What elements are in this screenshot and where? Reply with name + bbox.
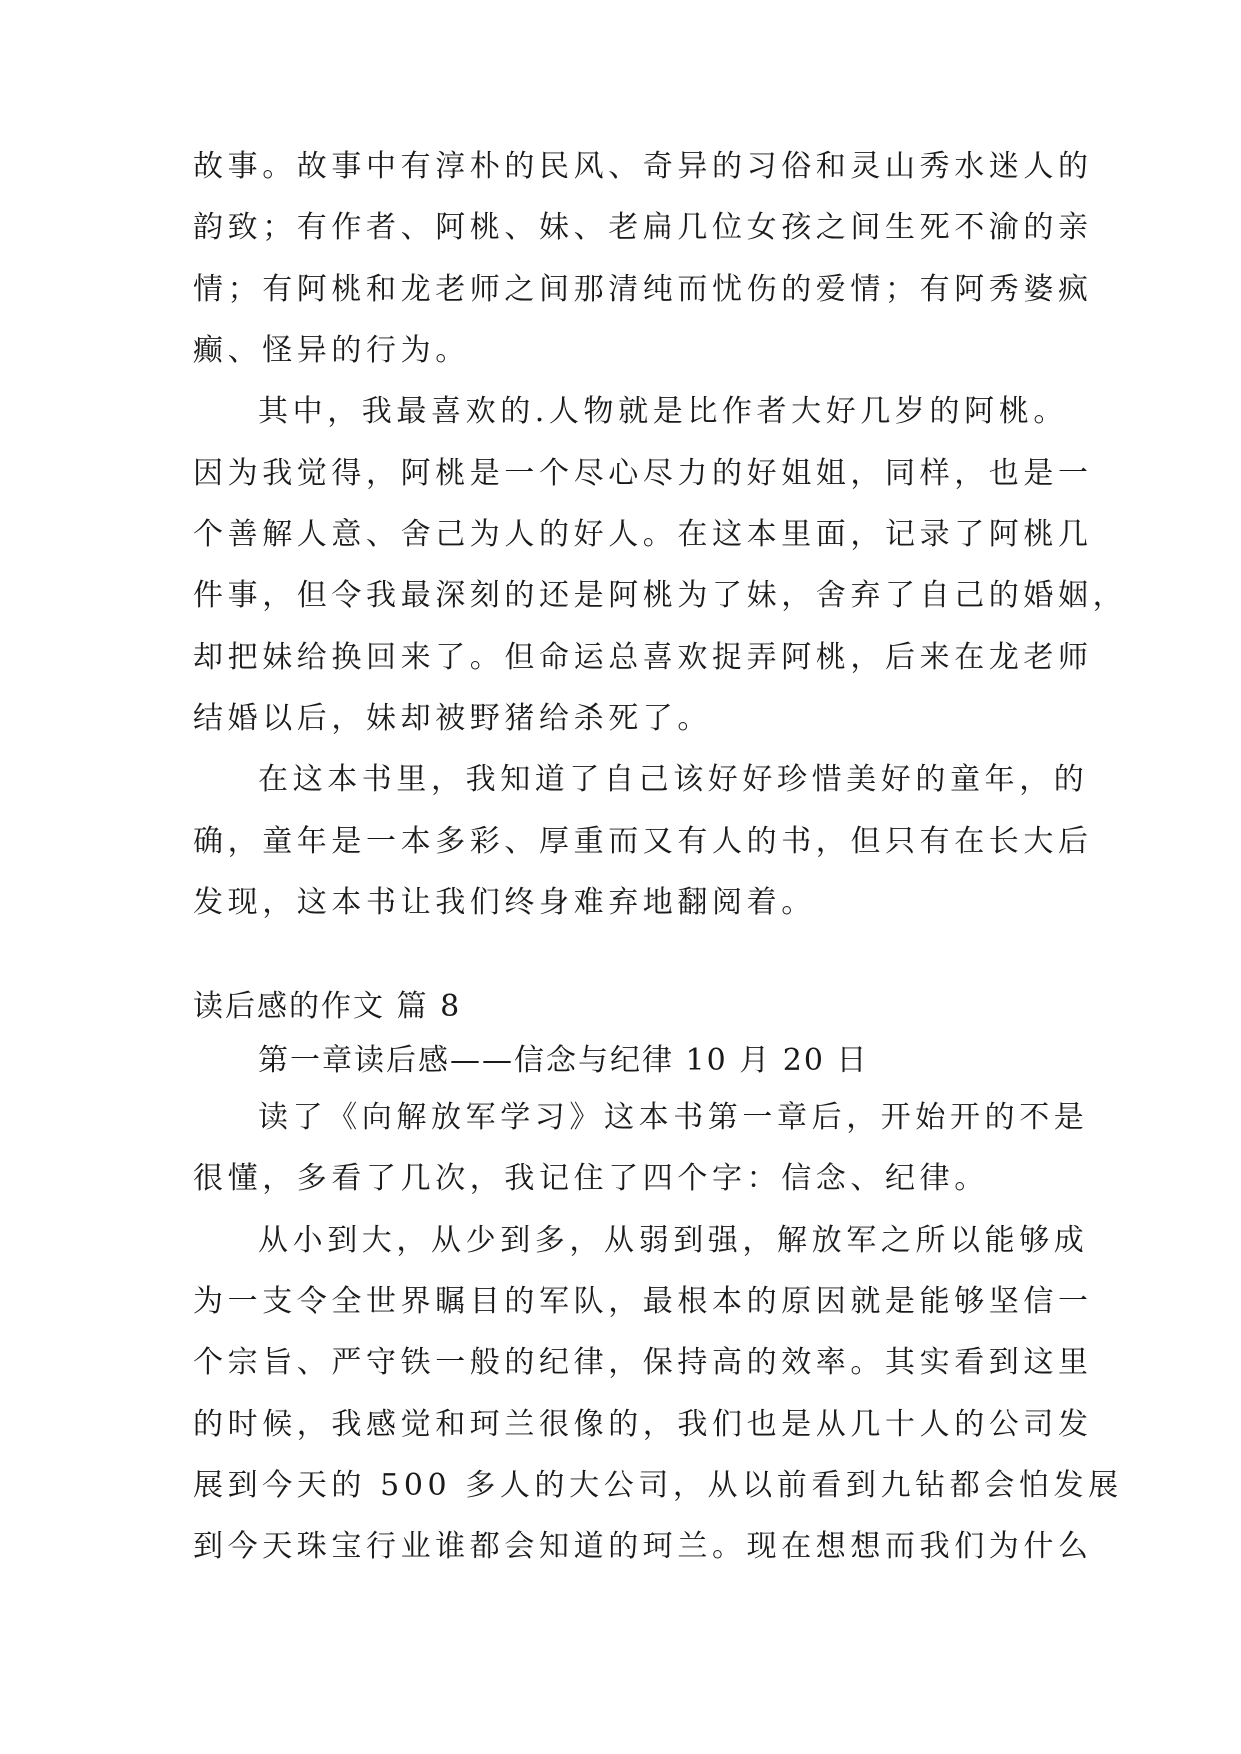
section-title: 读后感的作文 篇 8 — [193, 989, 462, 1024]
paragraph-line: 确，童年是一本多彩、厚重而又有人的书，但只有在长大后 — [193, 824, 1093, 859]
paragraph-line: 因为我觉得，阿桃是一个尽心尽力的好姐姐，同样，也是一 — [193, 456, 1093, 491]
paragraph-line: 在这本书里，我知道了自己该好好珍惜美好的童年，的 — [258, 762, 1089, 797]
paragraph-line: 故事。故事中有淳朴的民风、奇异的习俗和灵山秀水迷人的 — [193, 149, 1093, 184]
paragraph-line: 件事，但令我最深刻的还是阿桃为了妹，舍弃了自己的婚姻， — [193, 578, 1128, 613]
paragraph-line: 到今天珠宝行业谁都会知道的珂兰。现在想想而我们为什么 — [193, 1529, 1093, 1564]
paragraph-line: 发现，这本书让我们终身难弃地翻阅着。 — [193, 885, 816, 920]
paragraph-line: 从小到大，从少到多，从弱到强，解放军之所以能够成 — [258, 1223, 1089, 1258]
paragraph-line: 个宗旨、严守铁一般的纪律，保持高的效率。其实看到这里 — [193, 1345, 1093, 1380]
paragraph-line: 为一支令全世界瞩目的军队，最根本的原因就是能够坚信一 — [193, 1284, 1093, 1319]
paragraph-line: 癫、怪异的行为。 — [193, 333, 470, 368]
paragraph-line: 情；有阿桃和龙老师之间那清纯而忧伤的爱情；有阿秀婆疯 — [193, 272, 1093, 307]
paragraph-line: 的时候，我感觉和珂兰很像的，我们也是从几十人的公司发 — [193, 1407, 1093, 1442]
paragraph-line: 读了《向解放军学习》这本书第一章后，开始开的不是 — [258, 1100, 1089, 1135]
paragraph-line: 却把妹给换回来了。但命运总喜欢捉弄阿桃，后来在龙老师 — [193, 640, 1093, 675]
paragraph-line: 结婚以后，妹却被野猪给杀死了。 — [193, 701, 712, 736]
paragraph-line: 很懂，多看了几次，我记住了四个字：信念、纪律。 — [193, 1161, 989, 1196]
paragraph-line: 展到今天的 500 多人的大公司，从以前看到九钻都会怕发展 — [193, 1468, 1123, 1503]
paragraph-line: 其中，我最喜欢的.人物就是比作者大好几岁的阿桃。 — [258, 394, 1068, 429]
paragraph-line: 韵致；有作者、阿桃、妹、老扁几位女孩之间生死不渝的亲 — [193, 210, 1093, 245]
chapter-subtitle: 第一章读后感——信念与纪律 10 月 20 日 — [258, 1043, 869, 1078]
paragraph-line: 个善解人意、舍己为人的好人。在这本里面，记录了阿桃几 — [193, 517, 1093, 552]
